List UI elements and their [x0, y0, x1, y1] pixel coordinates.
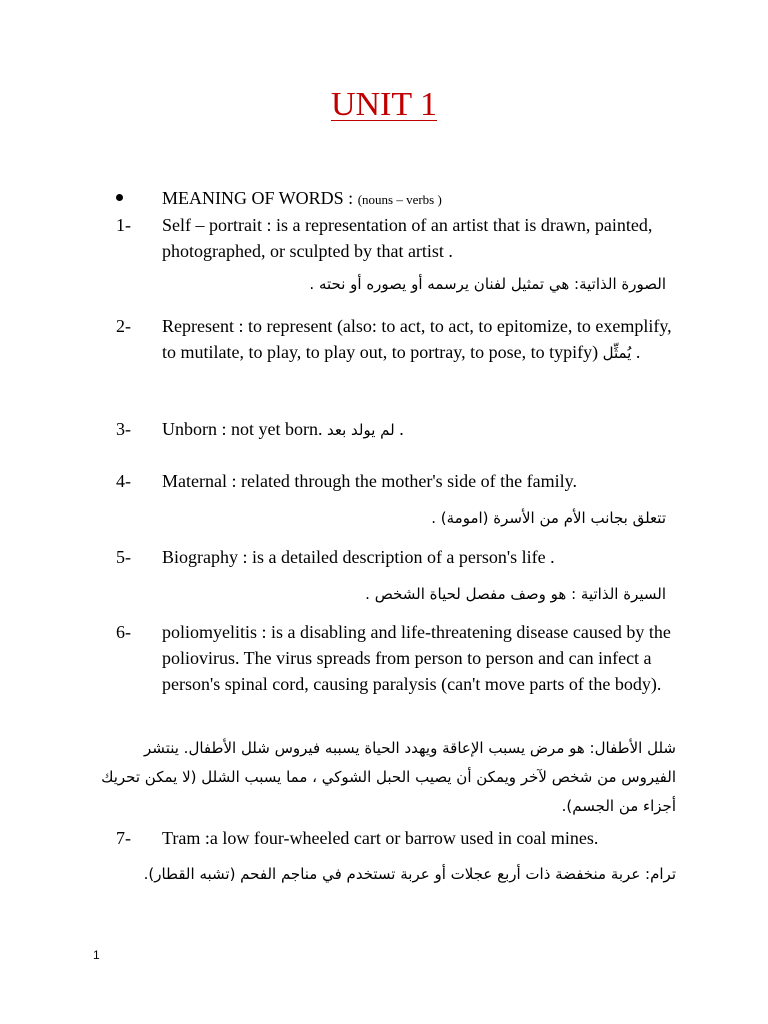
entry-1: [116, 212, 676, 264]
entry-2: [116, 313, 676, 366]
page-number: 1: [93, 948, 100, 962]
page-title: UNIT 1: [330, 86, 438, 123]
entry-definition: [162, 313, 676, 366]
entry-definition-text: Unborn : not yet born.: [162, 419, 327, 439]
entry-inline-arabic: لم يولد بعد: [326, 421, 395, 439]
entry-7: [116, 825, 676, 851]
bullet-icon: [116, 194, 123, 201]
entry-4-arabic: تتعلق بجانب الأم من الأسرة (امومة) .: [431, 509, 666, 527]
heading-note: (nouns – verbs ): [357, 192, 442, 207]
entry-3: [116, 416, 676, 443]
entry-definition: Biography : is a detailed description of a person's life .: [162, 547, 555, 567]
entry-5-arabic: السيرة الذاتية : هو وصف مفصل لحياة الشخص .: [365, 585, 666, 603]
entry-1-arabic: الصورة الذاتية: هي تمثيل لفنان يرسمه أو يصوره أو نحته .: [309, 275, 666, 293]
section-heading-text: [162, 187, 442, 211]
entry-6-arabic: شلل الأطفال: هو مرض يسبب الإعاقة ويهدد الحياة يسببه فيروس شلل الأطفال. ينتشر الفيروس من شخص لآخر ويمكن أن يصيب الحبل الشوكي ، مما يسبب الشلل (لا يمكن تحريك أجزاء من الجسم).: [101, 739, 676, 815]
heading-main: MEANING OF WORDS :: [162, 188, 358, 208]
entry-definition: Self – portrait : is a representation of an artist that is drawn, painted, photographed, or sculpted by that artist .: [162, 215, 653, 261]
entry-7-arabic: ترام: عربة منخفضة ذات أربع عجلات أو عربة تستخدم في مناجم الفحم (تشبه القطار).: [143, 865, 676, 883]
entry-number: 2-: [116, 316, 131, 336]
entry-number: 3-: [116, 419, 131, 439]
entry-definition: Tram :a low four-wheeled cart or barrow used in coal mines.: [162, 828, 599, 848]
entry-tail: .: [394, 419, 404, 439]
entry-number: 4-: [116, 471, 131, 491]
entry-number: 7-: [116, 828, 131, 848]
entry-number: 5-: [116, 547, 131, 567]
entry-number: 1-: [116, 215, 131, 235]
entry-inline-arabic: يُمثِّل: [602, 344, 632, 362]
entry-definition: [162, 416, 676, 443]
entry-4: [116, 468, 676, 494]
entry-6: [116, 619, 676, 697]
entry-definition: Maternal : related through the mother's side of the family.: [162, 471, 577, 491]
entry-number: 6-: [116, 622, 131, 642]
entry-tail: .: [631, 342, 641, 362]
entry-definition-text: Represent : to represent (also: to act, to act, to epitomize, to exemplify, to mutilate, to play, to play out, to portray, to pose, to typify): [162, 316, 672, 362]
entry-5: [116, 544, 676, 570]
entry-definition: poliomyelitis : is a disabling and life-threatening disease caused by the poliovirus. The virus spreads from person to person and can infect a person's spinal cord, causing paralysis (can't move parts of the body).: [162, 622, 671, 694]
